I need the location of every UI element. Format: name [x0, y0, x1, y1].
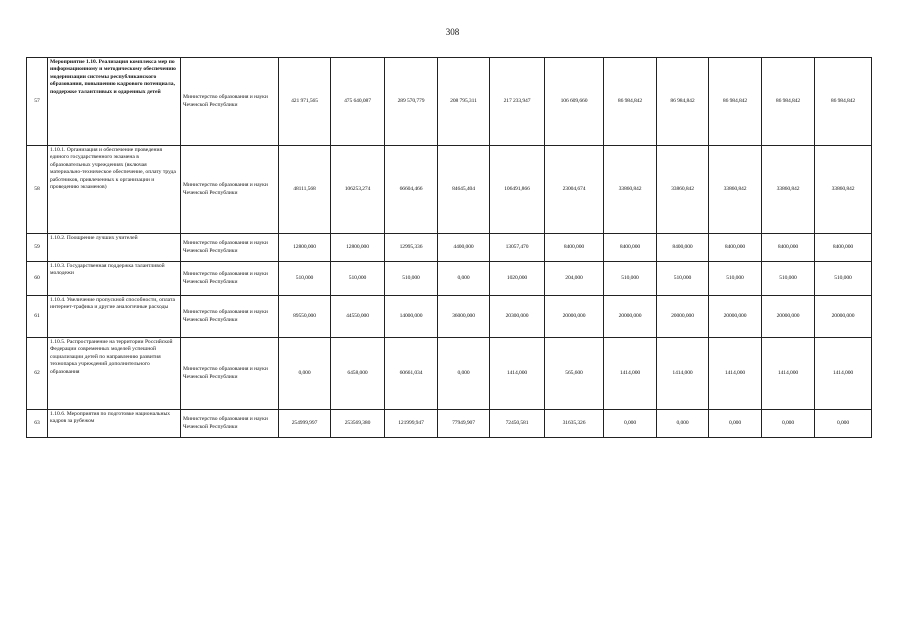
value-cell: 510,000 — [815, 262, 872, 296]
row-number: 57 — [27, 58, 48, 146]
value-cell: 0,000 — [279, 338, 331, 410]
value-cell: 0,000 — [438, 262, 490, 296]
value-cell: 217 233,947 — [490, 58, 545, 146]
value-cell: 8400,000 — [604, 234, 657, 262]
row-number: 58 — [27, 146, 48, 234]
value-cell: 13057,470 — [490, 234, 545, 262]
value-cell: 8400,000 — [657, 234, 709, 262]
value-cell: 4400,000 — [438, 234, 490, 262]
value-cell: 12800,000 — [279, 234, 331, 262]
value-cell: 510,000 — [385, 262, 438, 296]
responsible-org: Министерство образования и науки Чеченской Республики — [181, 234, 279, 262]
value-cell: 121999,947 — [385, 410, 438, 438]
table-row — [27, 410, 872, 438]
value-cell: 14000,000 — [385, 296, 438, 338]
value-cell: 421 971,565 — [279, 58, 331, 146]
value-cell: 77949,907 — [438, 410, 490, 438]
value-cell: 48111,568 — [279, 146, 331, 234]
value-cell: 23004,674 — [545, 146, 604, 234]
activity-name — [48, 262, 181, 296]
value-cell: 20000,000 — [762, 296, 815, 338]
activity-name — [48, 338, 181, 410]
value-cell: 565,600 — [545, 338, 604, 410]
value-cell: 33860,842 — [604, 146, 657, 234]
value-cell: 60661,034 — [385, 338, 438, 410]
value-cell: 510,000 — [279, 262, 331, 296]
activity-name-text: 1.10.5. Распространение на территории Российской Федерации современных моделей успешной социализации детей по направлению развития технопарка учреждений дополнительного образования — [50, 339, 173, 375]
row-number: 59 — [27, 234, 48, 262]
row-number: 60 — [27, 262, 48, 296]
value-cell: 20000,000 — [815, 296, 872, 338]
value-cell: 8400,000 — [762, 234, 815, 262]
table-row — [27, 146, 872, 234]
value-cell: 1414,000 — [490, 338, 545, 410]
value-cell: 106253,274 — [331, 146, 385, 234]
value-cell: 8400,000 — [545, 234, 604, 262]
value-cell: 44550,000 — [331, 296, 385, 338]
table-row — [27, 296, 872, 338]
value-cell: 0,000 — [762, 410, 815, 438]
value-cell: 12995,336 — [385, 234, 438, 262]
budget-table — [26, 57, 872, 438]
activity-name-text: 1.10.2. Поощрение лучших учителей — [50, 235, 138, 241]
value-cell: 33860,842 — [709, 146, 762, 234]
value-cell: 1414,000 — [657, 338, 709, 410]
table-row — [27, 338, 872, 410]
value-cell: 33860,842 — [762, 146, 815, 234]
value-cell: 510,000 — [762, 262, 815, 296]
value-cell: 0,000 — [438, 338, 490, 410]
value-cell: 106 609,660 — [545, 58, 604, 146]
row-number: 63 — [27, 410, 48, 438]
value-cell: 86 984,842 — [604, 58, 657, 146]
activity-name-text: 1.10.1. Организация и обеспечение проведения единого государственного экзамена в образовательных учреждениях (включая материально-техническое обеспечение, оплату труда работников, привлеченных к организации и проведению экзаменов) — [50, 147, 176, 190]
value-cell: 204,000 — [545, 262, 604, 296]
activity-name-text: 1.10.3. Государственная поддержка талантливой молодежи — [50, 263, 165, 277]
value-cell: 253569,380 — [331, 410, 385, 438]
value-cell: 86 984,842 — [657, 58, 709, 146]
value-cell: 8400,000 — [709, 234, 762, 262]
value-cell: 106491,866 — [490, 146, 545, 234]
table-row — [27, 234, 872, 262]
value-cell: 510,000 — [657, 262, 709, 296]
activity-name-text: Мероприятие 1.10. Реализация комплекса мер по информационному и методическому обеспечению модернизации системы республиканского образования, повышению кадрового потенциала, поддержке талантливых и одаренных детей — [50, 59, 176, 95]
value-cell: 20300,000 — [490, 296, 545, 338]
value-cell: 0,000 — [815, 410, 872, 438]
value-cell: 72450,581 — [490, 410, 545, 438]
activity-name-text: 1.10.4. Увеличение пропускной способности, оплата интернет-трафика и другие аналогичные расходы — [50, 297, 176, 311]
value-cell: 20000,000 — [657, 296, 709, 338]
value-cell: 254999,997 — [279, 410, 331, 438]
value-cell: 20000,000 — [545, 296, 604, 338]
value-cell: 8400,000 — [815, 234, 872, 262]
row-number: 61 — [27, 296, 48, 338]
value-cell: 20000,000 — [604, 296, 657, 338]
activity-name-text: 1.10.6. Мероприятия по подготовке национальных кадров за рубежом — [50, 411, 171, 425]
activity-name — [48, 234, 181, 262]
responsible-org: Министерство образования и науки Чеченской Республики — [181, 410, 279, 438]
value-cell: 84645,404 — [438, 146, 490, 234]
value-cell: 1020,000 — [490, 262, 545, 296]
value-cell: 33860,842 — [815, 146, 872, 234]
value-cell: 1414,000 — [762, 338, 815, 410]
activity-name — [48, 410, 181, 438]
value-cell: 510,000 — [604, 262, 657, 296]
activity-name — [48, 296, 181, 338]
value-cell: 208 795,311 — [438, 58, 490, 146]
value-cell: 86 984,842 — [815, 58, 872, 146]
value-cell: 12800,000 — [331, 234, 385, 262]
row-number: 62 — [27, 338, 48, 410]
value-cell: 0,000 — [604, 410, 657, 438]
value-cell: 1414,000 — [709, 338, 762, 410]
value-cell: 6458,000 — [331, 338, 385, 410]
responsible-org: Министерство образования и науки Чеченской Республики — [181, 338, 279, 410]
value-cell: 33860,842 — [657, 146, 709, 234]
value-cell: 89550,000 — [279, 296, 331, 338]
table-row — [27, 262, 872, 296]
value-cell: 0,000 — [709, 410, 762, 438]
page-number: 308 — [445, 27, 460, 37]
value-cell: 31635,326 — [545, 410, 604, 438]
value-cell: 86 984,842 — [762, 58, 815, 146]
value-cell: 66604,466 — [385, 146, 438, 234]
value-cell: 1414,000 — [604, 338, 657, 410]
activity-name — [48, 58, 181, 146]
value-cell: 1414,000 — [815, 338, 872, 410]
responsible-org: Министерство образования и науки Чеченской Республики — [181, 58, 279, 146]
responsible-org: Министерство образования и науки Чеченской Республики — [181, 146, 279, 234]
value-cell: 36000,000 — [438, 296, 490, 338]
value-cell: 20000,000 — [709, 296, 762, 338]
value-cell: 289 570,779 — [385, 58, 438, 146]
value-cell: 0,000 — [657, 410, 709, 438]
table-row — [27, 58, 872, 146]
responsible-org: Министерство образования и науки Чеченской Республики — [181, 262, 279, 296]
value-cell: 86 984,842 — [709, 58, 762, 146]
responsible-org: Министерство образования и науки Чеченской Республики — [181, 296, 279, 338]
value-cell: 510,000 — [709, 262, 762, 296]
value-cell: 510,000 — [331, 262, 385, 296]
value-cell: 475 640,087 — [331, 58, 385, 146]
activity-name — [48, 146, 181, 234]
table-body — [27, 58, 872, 438]
